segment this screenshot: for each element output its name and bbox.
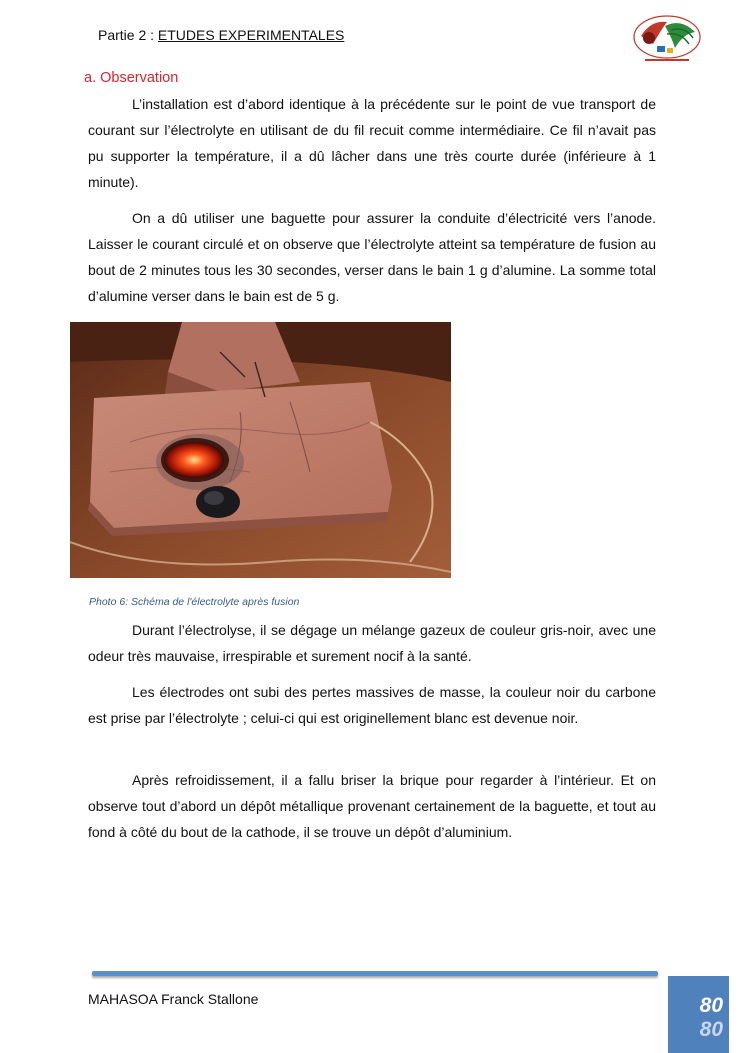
footer-author: MAHASOA Franck Stallone	[88, 991, 259, 1007]
paragraph-1: L’installation est d’abord identique à la précédente sur le point de vue transport de courant sur l’électrolyte en utilisant de du fil recuit comme intermédiaire. Ce fil n’avait pas pu supporter la température, il a dû lâcher dans une très courte durée (inférieure à 1 minute).	[88, 96, 656, 190]
header-title: ETUDES EXPERIMENTALES	[157, 27, 345, 43]
header-prefix: Partie 2 :	[98, 27, 158, 43]
brick-photo-illustration	[70, 322, 451, 578]
photo-caption: Photo 6: Schéma de l'électrolyte après fusion	[89, 596, 300, 608]
university-logo	[631, 14, 703, 64]
experiment-photo	[70, 322, 451, 578]
section-heading: a. Observation	[84, 70, 179, 86]
paragraph-2: On a dû utiliser une baguette pour assurer la conduite d’électricité vers l’anode. Laisser le courant circulé et on observe que l’électrolyte atteint sa température de fusion au bout de 2 minutes tous les 30 secondes, verser dans le bain 1 g d’alumine. La somme total d’alumine verser dans le bain est de 5 g.	[88, 210, 656, 304]
page-header	[98, 27, 344, 43]
page-number: 80	[699, 994, 723, 1017]
paragraph-3: Durant l’électrolyse, il se dégage un mélange gazeux de couleur gris-noir, avec une odeur très mauvaise, irrespirable et surement nocif à la santé.	[88, 622, 656, 664]
paragraph-5: Après refroidissement, il a fallu briser la brique pour regarder à l’intérieur. Et on observe tout d’abord un dépôt métallique provenant certainement de la baguette, et tout au fond à côté du bout de la cathode, il se trouve un dépôt d’aluminium.	[88, 772, 656, 840]
page-number-box	[668, 976, 729, 1053]
page-number-shadow: 80	[699, 1018, 723, 1041]
footer-divider	[92, 971, 658, 976]
paragraph-4: Les électrodes ont subi des pertes massives de masse, la couleur noir du carbone est prise par l’électrolyte ; celui-ci qui est originellement blanc est devenue noir.	[88, 684, 656, 726]
